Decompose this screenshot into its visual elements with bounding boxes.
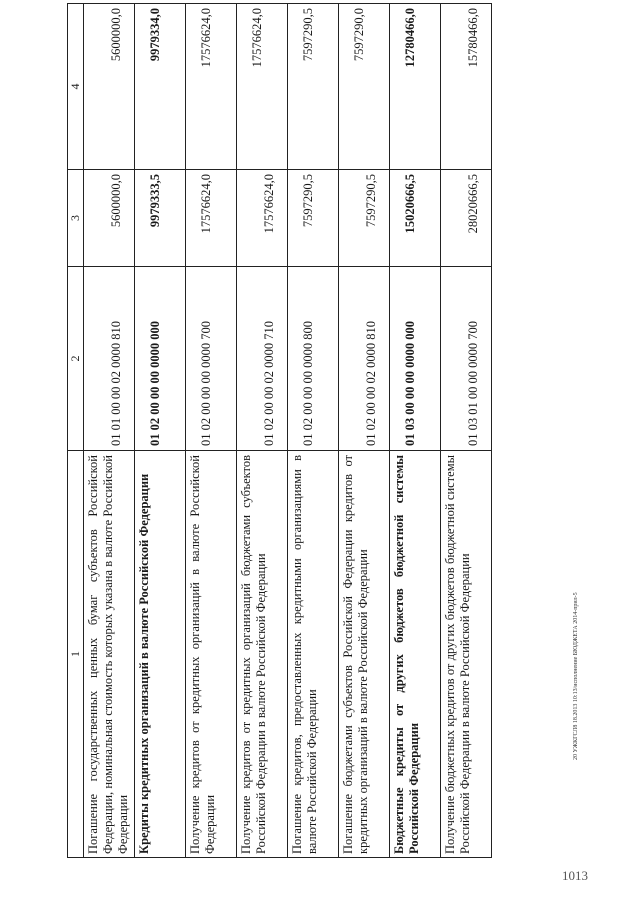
row-code: 01 03 00 00 00 0000 000 xyxy=(390,267,441,451)
row-name: Получение кредитов от кредитных организаций в валюте Российской Федерации xyxy=(186,451,237,858)
row-name: Погашение бюджетами субъектов Российской Федерации кредитов от кредитных организаций в валюте Российской Федерации xyxy=(339,451,390,858)
row-value-col4: 17576624,0 xyxy=(186,4,237,170)
table-row xyxy=(186,4,237,858)
row-name: Бюджетные кредиты от других бюджетов бюджетной системы Российской Федерации xyxy=(390,451,441,858)
row-value-col3: 15020666,5 xyxy=(390,170,441,267)
row-name: Получение бюджетных кредитов от других бюджетов бюджетной системы Российской Федерации в валюте Российской Федерации xyxy=(441,451,492,858)
row-name: Получение кредитов от кредитных организаций бюджетами субъектов Российской Федерации в валюте Российской Федерации xyxy=(237,451,288,858)
row-value-col3: 28020666,5 xyxy=(441,170,492,267)
table-row xyxy=(441,4,492,858)
row-value-col4: 7597290,0 xyxy=(339,4,390,170)
footer-note: 20 УЖКГСЛ8 18.2013 10:13/исполнение БЮДЖЕТА 2014-прил-5 xyxy=(573,592,579,760)
row-value-col3: 7597290,5 xyxy=(339,170,390,267)
row-code: 01 01 00 00 02 0000 810 xyxy=(84,267,135,451)
row-value-col4: 15780466,0 xyxy=(441,4,492,170)
table-row xyxy=(135,4,186,858)
table-header-row xyxy=(68,4,84,858)
row-value-col4: 7597290,5 xyxy=(288,4,339,170)
rotated-table-container xyxy=(67,8,555,858)
row-code: 01 02 00 00 00 0000 700 xyxy=(186,267,237,451)
row-value-col3: 5600000,0 xyxy=(84,170,135,267)
row-value-col4: 12780466,0 xyxy=(390,4,441,170)
table-row xyxy=(339,4,390,858)
row-value-col3: 9979333,5 xyxy=(135,170,186,267)
row-code: 01 02 00 00 02 0000 810 xyxy=(339,267,390,451)
budget-table xyxy=(67,3,492,858)
row-value-col4: 17576624,0 xyxy=(237,4,288,170)
column-header-2: 2 xyxy=(68,267,84,451)
table-row xyxy=(288,4,339,858)
table-row xyxy=(390,4,441,858)
row-name: Погашение кредитов, предоставленных кредитными организациями в валюте Российской Федерации xyxy=(288,451,339,858)
row-value-col3: 17576624,0 xyxy=(237,170,288,267)
row-code: 01 02 00 00 02 0000 710 xyxy=(237,267,288,451)
row-code: 01 02 00 00 00 0000 000 xyxy=(135,267,186,451)
page-number: 1013 xyxy=(562,868,588,883)
row-value-col4: 9979334,0 xyxy=(135,4,186,170)
row-name: Кредиты кредитных организаций в валюте Российской Федерации xyxy=(135,451,186,858)
table-row xyxy=(237,4,288,858)
row-value-col4: 5600000,0 xyxy=(84,4,135,170)
column-header-3: 3 xyxy=(68,170,84,267)
column-header-4: 4 xyxy=(68,4,84,170)
row-code: 01 02 00 00 00 0000 800 xyxy=(288,267,339,451)
column-header-1: 1 xyxy=(68,451,84,858)
table-row xyxy=(84,4,135,858)
row-name: Погашение государственных ценных бумаг субъектов Российской Федерации, номинальная стоимость которых указана в валюте Российской Федерации xyxy=(84,451,135,858)
row-value-col3: 7597290,5 xyxy=(288,170,339,267)
row-value-col3: 17576624,0 xyxy=(186,170,237,267)
row-code: 01 03 01 00 00 0000 700 xyxy=(441,267,492,451)
